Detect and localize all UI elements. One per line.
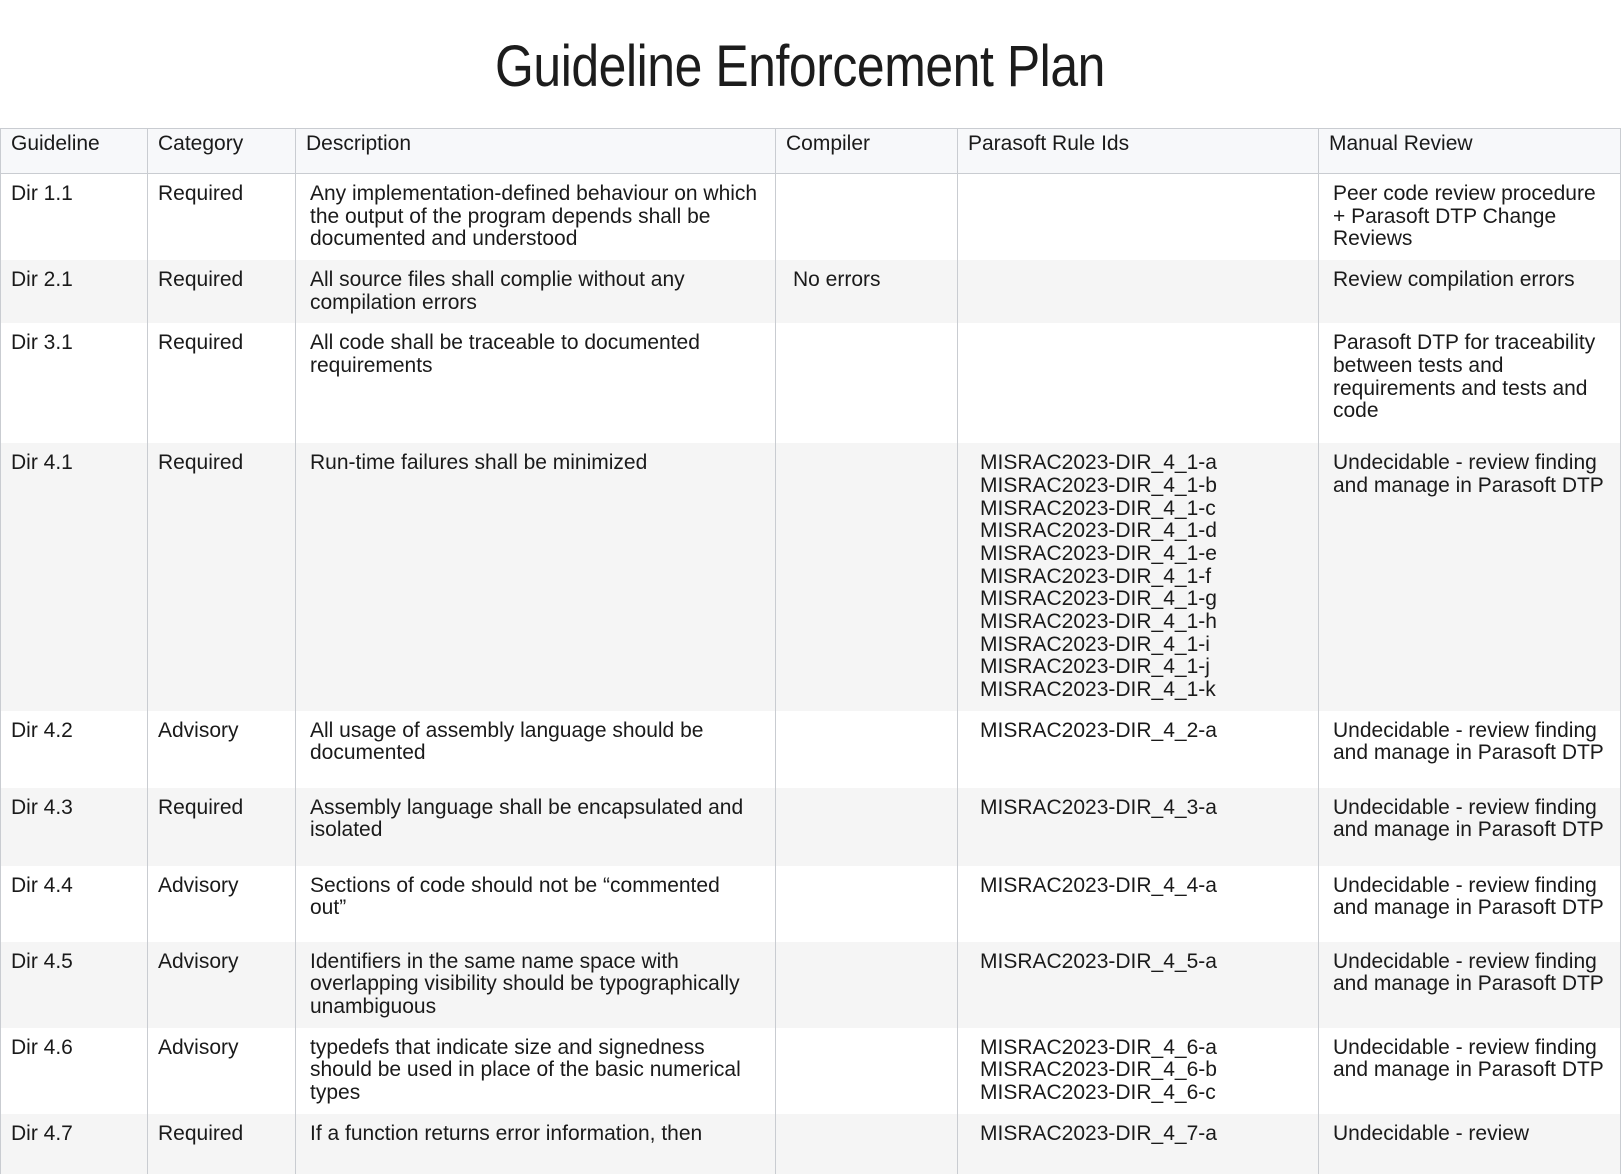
cell-parasoft-rule-ids <box>958 942 1319 1028</box>
cell-description <box>296 942 776 1028</box>
cell-description-text: Any implementation-defined behaviour on which the output of the program depends shall be documented and understood <box>310 182 758 251</box>
cell-compiler-text <box>776 711 957 729</box>
column-header-manual-review: Manual Review <box>1319 129 1621 174</box>
cell-manual-review <box>1319 323 1621 443</box>
cell-description <box>296 260 776 323</box>
cell-category-text: Required <box>158 182 244 205</box>
cell-manual-review-text: Undecidable - review finding and manage in Parasoft DTP <box>1333 795 1604 842</box>
cell-manual-review <box>1319 711 1621 788</box>
cell-compiler-text <box>776 866 957 884</box>
cell-compiler <box>776 323 958 443</box>
cell-category <box>148 443 296 710</box>
cell-category <box>148 323 296 443</box>
parasoft-rule-id: MISRAC2023-DIR_4_1-k <box>980 678 1216 702</box>
guideline-enforcement-table <box>0 128 1621 1174</box>
cell-compiler <box>776 260 958 323</box>
cell-category <box>148 788 296 866</box>
table-row <box>1 711 1621 788</box>
cell-parasoft-rule-ids-list <box>958 260 1318 278</box>
table-scroll-region <box>0 128 1620 1174</box>
cell-description <box>296 323 776 443</box>
cell-guideline <box>1 1028 148 1114</box>
cell-parasoft-rule-ids <box>958 1114 1319 1174</box>
cell-description <box>296 1028 776 1114</box>
cell-parasoft-rule-ids <box>958 711 1319 788</box>
parasoft-rule-id: MISRAC2023-DIR_4_3-a <box>980 795 1217 819</box>
cell-guideline-text: Dir 4.5 <box>11 949 73 973</box>
table-row <box>1 788 1621 866</box>
cell-category <box>148 711 296 788</box>
cell-parasoft-rule-ids <box>958 866 1319 942</box>
table-row <box>1 323 1621 443</box>
cell-parasoft-rule-ids <box>958 323 1319 443</box>
parasoft-rule-id: MISRAC2023-DIR_4_1-b <box>980 474 1217 498</box>
cell-manual-review <box>1319 1114 1621 1174</box>
parasoft-rule-id: MISRAC2023-DIR_4_1-j <box>980 655 1210 679</box>
table-header <box>1 129 1621 174</box>
cell-compiler-text <box>776 174 957 192</box>
parasoft-rule-id: MISRAC2023-DIR_4_1-h <box>980 610 1217 634</box>
cell-description-text: All code shall be traceable to documented requirements <box>310 331 700 378</box>
table-row <box>1 260 1621 323</box>
cell-compiler <box>776 942 958 1028</box>
table-row <box>1 1028 1621 1114</box>
cell-category-text: Advisory <box>158 873 239 897</box>
table-row <box>1 1114 1621 1174</box>
cell-manual-review <box>1319 942 1621 1028</box>
parasoft-rule-id: MISRAC2023-DIR_4_1-e <box>980 542 1217 566</box>
cell-manual-review <box>1319 174 1621 261</box>
cell-guideline-text: Dir 4.3 <box>11 795 73 819</box>
cell-parasoft-rule-ids-list <box>958 174 1318 192</box>
cell-parasoft-rule-ids-list <box>958 1028 1318 1114</box>
cell-guideline <box>1 1114 148 1174</box>
cell-compiler <box>776 866 958 942</box>
cell-manual-review-text: Review compilation errors <box>1333 268 1575 292</box>
cell-category-text: Required <box>158 1121 244 1145</box>
cell-compiler <box>776 1114 958 1174</box>
cell-guideline <box>1 711 148 788</box>
parasoft-rule-id: MISRAC2023-DIR_4_1-f <box>980 564 1212 588</box>
cell-manual-review <box>1319 443 1621 710</box>
cell-description <box>296 443 776 710</box>
cell-compiler-text: No errors <box>793 268 881 292</box>
cell-category-text: Required <box>158 451 244 475</box>
page-title: Guideline Enforcement Plan <box>495 34 1105 99</box>
cell-manual-review-text: Undecidable - review <box>1333 1121 1530 1145</box>
cell-description <box>296 174 776 261</box>
cell-category-text: Required <box>158 795 244 819</box>
cell-manual-review <box>1319 866 1621 942</box>
parasoft-rule-id: MISRAC2023-DIR_4_1-c <box>980 496 1216 520</box>
cell-category <box>148 174 296 261</box>
cell-guideline <box>1 942 148 1028</box>
parasoft-rule-id: MISRAC2023-DIR_4_2-a <box>980 718 1217 742</box>
cell-manual-review <box>1319 788 1621 866</box>
cell-parasoft-rule-ids <box>958 1028 1319 1114</box>
cell-guideline <box>1 866 148 942</box>
cell-compiler-text <box>776 1028 957 1046</box>
cell-compiler <box>776 788 958 866</box>
cell-parasoft-rule-ids-list <box>958 443 1318 710</box>
cell-description-text: All usage of assembly language should be documented <box>310 718 704 765</box>
cell-guideline-text: Dir 3.1 <box>11 331 73 355</box>
parasoft-rule-id: MISRAC2023-DIR_4_5-a <box>980 949 1217 973</box>
cell-manual-review <box>1319 1028 1621 1114</box>
cell-description-text: typedefs that indicate size and signedness should be used in place of the basic numerical types <box>310 1035 741 1105</box>
cell-manual-review-text: Undecidable - review finding and manage in Parasoft DTP <box>1333 873 1604 920</box>
cell-manual-review-text: Undecidable - review finding and manage in Parasoft DTP <box>1333 451 1604 498</box>
parasoft-rule-id: MISRAC2023-DIR_4_7-a <box>980 1121 1217 1145</box>
cell-guideline <box>1 174 148 261</box>
cell-category <box>148 1114 296 1174</box>
cell-category-text: Required <box>158 331 244 355</box>
column-header-guideline: Guideline <box>1 129 148 174</box>
cell-category <box>148 942 296 1028</box>
cell-category-text: Advisory <box>158 949 239 973</box>
cell-guideline <box>1 788 148 866</box>
column-header-category: Category <box>148 129 296 174</box>
cell-guideline-text: Dir 4.7 <box>11 1121 73 1145</box>
parasoft-rule-id: MISRAC2023-DIR_4_6-c <box>980 1081 1216 1105</box>
column-header-description: Description <box>296 129 776 174</box>
cell-guideline-text: Dir 2.1 <box>11 268 73 292</box>
cell-description-text: If a function returns error information, then <box>310 1121 703 1145</box>
parasoft-rule-id: MISRAC2023-DIR_4_1-g <box>980 587 1217 611</box>
cell-manual-review-text: Peer code review procedure + Parasoft DTP Change Reviews <box>1333 182 1596 251</box>
cell-compiler <box>776 443 958 710</box>
parasoft-rule-id: MISRAC2023-DIR_4_4-a <box>980 873 1217 897</box>
cell-guideline-text: Dir 4.4 <box>11 873 73 897</box>
cell-guideline-text: Dir 4.2 <box>11 718 73 742</box>
cell-manual-review-text: Undecidable - review finding and manage in Parasoft DTP <box>1333 1035 1604 1082</box>
cell-guideline <box>1 260 148 323</box>
cell-description <box>296 788 776 866</box>
cell-description <box>296 1114 776 1174</box>
cell-parasoft-rule-ids <box>958 260 1319 323</box>
cell-guideline-text: Dir 1.1 <box>11 182 73 205</box>
cell-category-text: Advisory <box>158 1035 239 1059</box>
table-row <box>1 174 1621 261</box>
cell-description-text: Identifiers in the same name space with overlapping visibility should be typographically unambiguous <box>310 949 740 1019</box>
cell-category <box>148 260 296 323</box>
cell-compiler-text <box>776 1114 957 1132</box>
cell-manual-review-text: Undecidable - review finding and manage in Parasoft DTP <box>1333 718 1604 765</box>
cell-guideline-text: Dir 4.1 <box>11 451 73 475</box>
cell-description-text: All source files shall complie without any compilation errors <box>310 268 685 314</box>
cell-parasoft-rule-ids-list <box>958 866 1318 907</box>
cell-description-text: Sections of code should not be “commented out” <box>310 873 720 920</box>
cell-description-text: Run-time failures shall be minimized <box>310 451 648 475</box>
cell-parasoft-rule-ids-list <box>958 788 1318 829</box>
cell-category-text: Advisory <box>158 718 239 742</box>
cell-description-text: Assembly language shall be encapsulated and isolated <box>310 795 744 842</box>
cell-parasoft-rule-ids-list <box>958 1114 1318 1155</box>
cell-category-text: Required <box>158 268 244 292</box>
cell-parasoft-rule-ids <box>958 443 1319 710</box>
cell-manual-review <box>1319 260 1621 323</box>
cell-compiler <box>776 1028 958 1114</box>
parasoft-rule-id: MISRAC2023-DIR_4_6-a <box>980 1035 1217 1059</box>
cell-category <box>148 866 296 942</box>
parasoft-rule-id: MISRAC2023-DIR_4_1-i <box>980 632 1210 656</box>
parasoft-rule-id: MISRAC2023-DIR_4_1-d <box>980 519 1217 543</box>
cell-compiler-text <box>776 788 957 806</box>
parasoft-rule-id: MISRAC2023-DIR_4_1-a <box>980 451 1217 475</box>
cell-compiler <box>776 711 958 788</box>
cell-parasoft-rule-ids-list <box>958 323 1318 341</box>
cell-parasoft-rule-ids <box>958 788 1319 866</box>
cell-description <box>296 711 776 788</box>
cell-guideline <box>1 443 148 710</box>
table-body <box>1 174 1621 1174</box>
cell-manual-review-text: Undecidable - review finding and manage in Parasoft DTP <box>1333 949 1604 996</box>
cell-manual-review-text: Parasoft DTP for traceability between tests and requirements and tests and code <box>1333 331 1596 423</box>
cell-category <box>148 1028 296 1114</box>
table-header-row <box>1 129 1621 174</box>
cell-compiler <box>776 174 958 261</box>
cell-guideline <box>1 323 148 443</box>
cell-parasoft-rule-ids-list <box>958 942 1318 983</box>
cell-parasoft-rule-ids-list <box>958 711 1318 752</box>
cell-compiler-text <box>776 323 957 341</box>
column-header-parasoft-rule-ids: Parasoft Rule Ids <box>958 129 1319 174</box>
table-row <box>1 942 1621 1028</box>
cell-compiler-text <box>776 443 957 461</box>
cell-description <box>296 866 776 942</box>
cell-compiler-text <box>776 942 957 960</box>
column-header-compiler: Compiler <box>776 129 958 174</box>
parasoft-rule-id: MISRAC2023-DIR_4_6-b <box>980 1058 1217 1082</box>
table-row <box>1 443 1621 710</box>
table-row <box>1 866 1621 942</box>
cell-guideline-text: Dir 4.6 <box>11 1035 73 1059</box>
cell-parasoft-rule-ids <box>958 174 1319 261</box>
